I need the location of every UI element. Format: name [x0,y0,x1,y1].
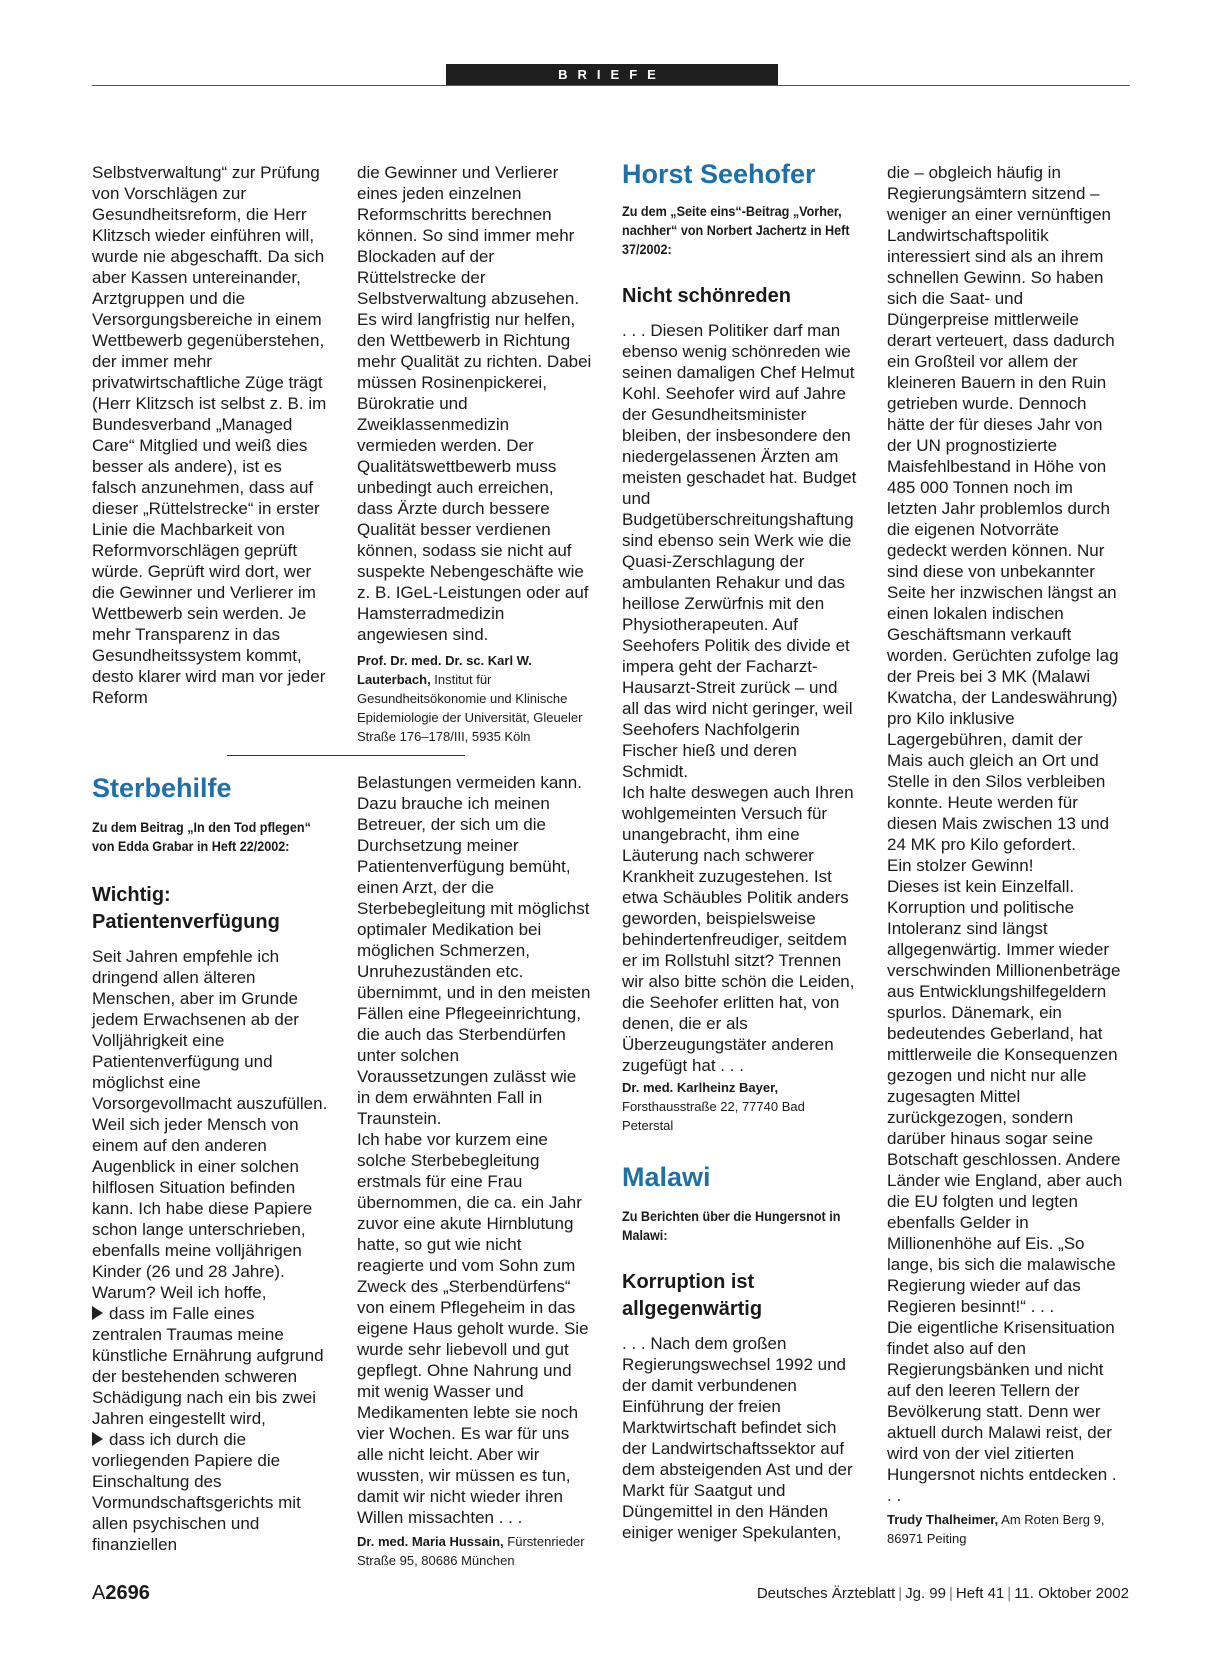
letter-text: . . . Nach dem großen Regierungswechsel 1992 und der damit verbundenen Einführung der freien Marktwirtschaft befindet sich der Landwirtschaftssektor auf dem absteigenden Ast und der Markt für Saatgut und Düngemittel in den Händen einiger weniger Spekulanten, [622,1334,853,1542]
letter-text: Ein stolzer Gewinn! [887,856,1034,875]
letter-headline: Korruption ist allgegenwärtig [622,1271,763,1320]
article-reference: Zu dem „Seite eins“-Beitrag „Vorher, nachher“ von Norbert Jachertz in Heft 37/2002: [622,203,850,257]
signature [887,1510,1123,1548]
letter-text: Ich habe vor kurzem eine solche Sterbebegleitung erstmals für eine Frau übernommen, die ca. ein Jahr zuvor eine akute Hirnblutung hatte, so gut wie nicht reagierte und vom Sohn zum Zweck des „Sterbendürfens“ von einem Pflegeheim in das eigene Haus geholt wurde. Sie wurde sehr liebevoll und gut gepflegt. Ohne Nahrung und mit wenig Wasser und Medikamenten lebte sie noch vier Wochen. Es war für uns alle nicht leicht. Aber wir wussten, wir müssen es tun, damit wir nicht wieder ihren Willen missachten . . . [357,1130,589,1527]
letter-text: Ich halte deswegen auch Ihren wohlgemeinten Versuch für unangebracht, ihm eine Läuterung nach schwerer Krankheit zuzugestehen. Ist etwa Schäubles Politik anders geworden, beispielsweise behindertenfreudiger, seitdem er im Rollstuhl sitzt? Trennen wir also bitte schön die Leiden, die Seehofer erlitten hat, von denen, die er als Überzeugungstäter anderen zugefügt hat . . . [622,783,855,1075]
signature-name: Trudy Thalheimer, [887,1512,999,1527]
letter-text: Warum? Weil ich hoffe, [92,1283,267,1302]
letter-text: Belastungen vermeiden kann. Dazu brauche ich meinen Betreuer, der sich um die Durchsetzung meiner Patientenverfügung bemüht, einen Arzt, der die Sterbebegleitung mit möglichst optimaler Medikation bei möglichen Schmerzen, Unruhezuständen etc. übernimmt, und in den meisten Fällen eine Pflegeeinrichtung, die auch das Sterbendürfen unter solchen Voraussetzungen zulässt wie in dem erwähnten Fall in Traunstein. [357,773,591,1128]
letter-text: . . . Diesen Politiker darf man ebenso wenig schönreden wie seinen damaligen Chef Helmut Kohl. Seehofer wird auf Jahre der Gesundheitsminister bleiben, der insbesondere den niedergelassenen Ärzten am meisten geschadet hat. Budget und Budgetüberschreitungshaftung sind ebenso sein Werk wie die Quasi-Zerschlagung der ambulanten Rehakur und das heillose Zerwürfnis mit den Physiotherapeuten. Auf Seehofers Politik des divide et impera geht der Facharzt-Hausarzt-Streit zurück – und all das wird nicht geringer, weil Seehofers Nachfolgerin Fischer hieß und deren Schmidt. [622,321,857,781]
signature [622,1078,858,1135]
letter-text: Seit Jahren empfehle ich dringend allen älteren Menschen, aber im Grunde jedem Erwachsenen ab der Volljährigkeit eine Patientenverfügung und möglichst eine Vorsorgevollmacht auszufüllen. Weil sich jeder Mensch von einem auf den anderen Augenblick in einer solchen hilflosen Situation befinden kann. Ich habe diese Papiere schon lange unterschrieben, ebenfalls meine volljährigen Kinder (26 und 28 Jahre). [92,947,328,1281]
journal-name: Deutsches Ärzteblatt [756,1585,896,1602]
bullet-item: dass ich durch die vorliegenden Papiere die Einschaltung des Vormundschaftsgerichts mit allen psychischen und finanziellen [92,1430,301,1554]
sterbehilfe-column-1 [92,772,328,1555]
header-rule [92,85,1130,86]
section-title: Horst Seehofer [622,159,816,189]
bullet-item: dass im Falle eines zentralen Traumas meine künstliche Ernährung aufgrund der bestehenden schweren Schädigung nach ein bis zwei Jahren eingestellt wird, [92,1304,324,1428]
letter-headline: Nicht schönreden [622,285,791,307]
column-4 [887,162,1123,1548]
letter-text: Dieses ist kein Einzelfall. Korruption und politische Intoleranz sind längst allgegenwärtig. Immer wieder verschwinden Millionenbeträge aus Entwicklungshilfegeldern spurlos. Dänemark, ein bedeutendes Geberland, hat mittlerweile die Konsequenzen gezogen und nicht nur alle zugesagten Mittel zurückgezogen, sondern darüber hinaus sogar seine Botschaft geschlossen. Andere Länder wie England, aber auch die EU folgten und legten ebenfalls Gelder in Millionenhöhe auf Eis. „So lange, bis sich die malawische Regierung wieder auf das Regieren besinnt!“ . . . [887,877,1123,1316]
article-reference: Zu dem Beitrag „In den Tod pflegen“ von Edda Grabar in Heft 22/2002: [92,819,311,854]
signature-name: Dr. med. Maria Hussain, [357,1534,504,1549]
journal-volume: Jg. 99 [905,1585,946,1602]
article-reference: Zu Berichten über die Hungersnot in Malawi: [622,1208,841,1243]
journal-date: 11. Oktober 2002 [1014,1585,1129,1602]
sterbehilfe-column-2 [357,772,593,1570]
letter-headline: Wichtig: Patientenverfügung [92,884,280,933]
letter-text: Die eigentliche Krisensituation findet also auf den Regierungsbänken und nicht auf den leeren Tellern der Bevölkerung statt. Denn wer aktuell durch Malawi reist, der wird von der viel zitierten Hungersnot nichts entdecken . . . [887,1318,1117,1505]
triangle-bullet-icon [92,1432,103,1446]
letter-text: die Gewinner und Verlierer eines jeden einzelnen Reformschritts berechnen können. So sind immer mehr Blockaden auf der Rüttelstrecke der Selbstverwaltung abzusehen. Es wird langfristig nur helfen, den Wettbewerb in Richtung mehr Qualität zu richten. Dabei müssen Rosinenpickerei, Bürokratie und Zweiklassenmedizin vermieden werden. Der Qualitätswettbewerb muss unbedingt auch erreichen, dass Ärzte durch bessere Qualität besser verdienen können, sodass sie nicht auf suspekte Nebengeschäfte wie z. B. IGeL-Leistungen oder auf Hamsterradmedizin angewiesen sind. [357,163,592,644]
signature-address: Institut für Gesundheitsökonomie und Klinische Epidemiologie der Universität, Gleueler Straße 176–178/III, 5935 Köln [357,672,583,744]
section-separator [227,755,465,756]
column-2-top [357,162,593,746]
signature-address: Fürstenrieder Straße 95, 80686 München [357,1534,585,1568]
signature-name: Dr. med. Karlheinz Bayer, [622,1080,779,1095]
signature-name: Prof. Dr. med. Dr. sc. Karl W. Lauterbach, [357,653,532,687]
signature [357,651,593,746]
column-3 [622,158,858,1543]
journal-footer: Deutsches Ärzteblatt | Jg. 99 | Heft 41 | 11. Oktober 2002 [756,1585,1129,1602]
page-number: A2696 [92,1582,150,1604]
journal-issue: Heft 41 [955,1585,1005,1602]
letter-text: die – obgleich häufig in Regierungsämtern sitzend – weniger an einer vernünftigen Landwirtschaftspolitik interessiert sind als an ihrem schnellen Gewinn. So haben sich die Saat- und Düngerpreise mittlerweile derart verteuert, dass dadurch ein Großteil vor allem der kleineren Bauern in den Ruin getrieben wurde. Dennoch hätte der für dieses Jahr von der UN prognostizierte Maisfehlbestand in Höhe von 485 000 Tonnen noch im letzten Jahr problemlos durch die eigenen Notvorräte gedeckt werden können. Nur sind diese von unbekannter Seite her inzwischen längst an einen lokalen indischen Geschäftsmann verkauft worden. Gerüchten zufolge lag der Preis bei 3 MK (Malawi Kwatcha, der Landeswährung) pro Kilo inklusive Lagergebühren, damit der Mais auch gleich an Ort und Stelle in den Silos verbleiben konnte. Heute werden für diesen Mais zwischen 13 und 24 MK pro Kilo gefordert. [887,163,1119,854]
signature [357,1532,593,1570]
letter-text: Selbstverwaltung“ zur Prüfung von Vorschlägen zur Gesundheitsreform, die Herr Klitzsch wieder einführen will, wurde nie abgeschafft. Da sich aber Kassen untereinander, Arztgruppen und die Versorgungsbereiche in einem Wettbewerb gegenüberstehen, der immer mehr privatwirtschaftliche Züge trägt (Herr Klitzsch ist selbst z. B. im Bundesverband „Managed Care“ Mitglied und weiß dies besser als andere), ist es falsch anzunehmen, dass auf dieser „Rüttelstrecke“ in erster Linie die Machbarkeit von Reformvorschlägen geprüft würde. Geprüft wird dort, wer die Gewinner und Verlierer im Wettbewerb sein werden. Je mehr Transparenz in das Gesundheitssystem kommt, desto klarer wird man vor jeder Reform [92,163,327,707]
section-header: BRIEFE [446,64,778,85]
section-title: Malawi [622,1162,711,1192]
column-1-top [92,162,328,708]
signature-address: Am Roten Berg 9, 86971 Peiting [887,1512,1105,1546]
signature-address: Forsthausstraße 22, 77740 Bad Peterstal [622,1099,805,1133]
section-title: Sterbehilfe [92,773,232,803]
triangle-bullet-icon [92,1306,103,1320]
